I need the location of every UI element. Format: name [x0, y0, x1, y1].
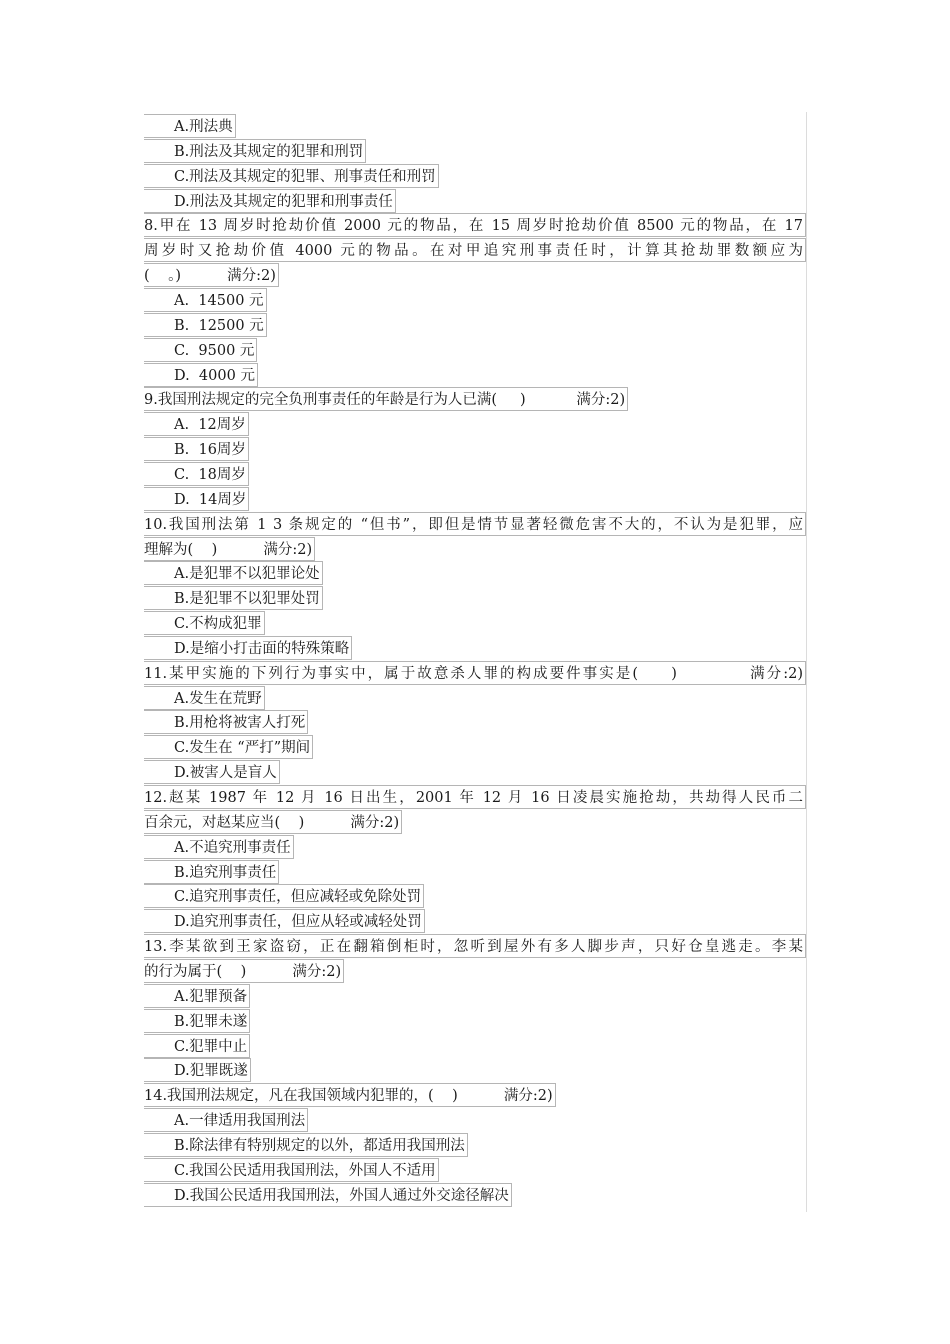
answer-option: B.除法律有特别规定的以外，都适用我国刑法 — [144, 1133, 468, 1157]
answer-option: A.犯罪预备 — [144, 984, 250, 1008]
answer-option: C.发生在 “严打”期间 — [144, 735, 313, 759]
question-text: 周岁时又抢劫价值 4000 元的物品。在对甲追究刑事责任时，计算其抢劫罪数额应为 — [144, 238, 806, 262]
question-text: 百余元，对赵某应当( ) 满分:2) — [144, 810, 402, 834]
answer-option: D.我国公民适用我国刑法，外国人通过外交途径解决 — [144, 1183, 512, 1207]
answer-option: B.刑法及其规定的犯罪和刑罚 — [144, 139, 366, 163]
answer-option: B. 12500 元 — [144, 313, 267, 337]
answer-option: A.不追究刑事责任 — [144, 835, 294, 859]
answer-option: B.犯罪未遂 — [144, 1009, 250, 1033]
answer-option: D. 4000 元 — [144, 363, 258, 387]
answer-option: C. 18周岁 — [144, 462, 249, 486]
question-text: 10.我国刑法第 1 3 条规定的 “但书”，即但是情节显著轻微危害不大的，不认为是犯罪，应 — [144, 512, 806, 536]
answer-option: B.追究刑事责任 — [144, 860, 279, 884]
answer-option: C.不构成犯罪 — [144, 611, 265, 635]
answer-option: D.是缩小打击面的特殊策略 — [144, 636, 352, 660]
answer-option: A. 14500 元 — [144, 288, 267, 312]
answer-option: D.刑法及其规定的犯罪和刑事责任 — [144, 189, 396, 213]
answer-option: D.犯罪既遂 — [144, 1058, 251, 1082]
answer-option: D.被害人是盲人 — [144, 760, 280, 784]
answer-option: A. 12周岁 — [144, 412, 249, 436]
answer-option: C.刑法及其规定的犯罪、刑事责任和刑罚 — [144, 164, 439, 188]
answer-option: A.发生在荒野 — [144, 686, 265, 710]
question-text: ( 。) 满分:2) — [144, 263, 279, 287]
question-text: 12.赵某 1987 年 12 月 16 日出生，2001 年 12 月 16 日凌晨实施抢劫，共劫得人民币二 — [144, 785, 806, 809]
question-text: 9.我国刑法规定的完全负刑事责任的年龄是行为人已满( ) 满分:2) — [144, 387, 628, 411]
answer-option: B.用枪将被害人打死 — [144, 710, 308, 734]
answer-option: C. 9500 元 — [144, 338, 257, 362]
answer-option: A.刑法典 — [144, 114, 236, 138]
question-text: 11.某甲实施的下列行为事实中，属于故意杀人罪的构成要件事实是( ) 满分:2) — [144, 661, 806, 685]
answer-option: D.追究刑事责任，但应从轻或减轻处罚 — [144, 909, 425, 933]
answer-option: C.我国公民适用我国刑法，外国人不适用 — [144, 1158, 439, 1182]
margin-line — [806, 112, 807, 1212]
answer-option: C.犯罪中止 — [144, 1034, 250, 1058]
question-text: 13.李某欲到王家盗窃，正在翻箱倒柜时，忽听到屋外有多人脚步声，只好仓皇逃走。李某 — [144, 934, 806, 958]
question-text: 的行为属于( ) 满分:2) — [144, 959, 344, 983]
question-text: 8.甲在 13 周岁时抢劫价值 2000 元的物品，在 15 周岁时抢劫价值 8500 元的物品，在 17 — [144, 213, 806, 237]
answer-option: D. 14周岁 — [144, 487, 249, 511]
question-text: 14.我国刑法规定，凡在我国领域内犯罪的，( ) 满分:2) — [144, 1083, 556, 1107]
answer-option: A.是犯罪不以犯罪论处 — [144, 561, 323, 585]
answer-option: C.追究刑事责任，但应减轻或免除处罚 — [144, 884, 424, 908]
answer-option: B. 16周岁 — [144, 437, 249, 461]
answer-option: A.一律适用我国刑法 — [144, 1108, 308, 1132]
question-text: 理解为( ) 满分:2) — [144, 537, 315, 561]
answer-option: B.是犯罪不以犯罪处罚 — [144, 586, 323, 610]
